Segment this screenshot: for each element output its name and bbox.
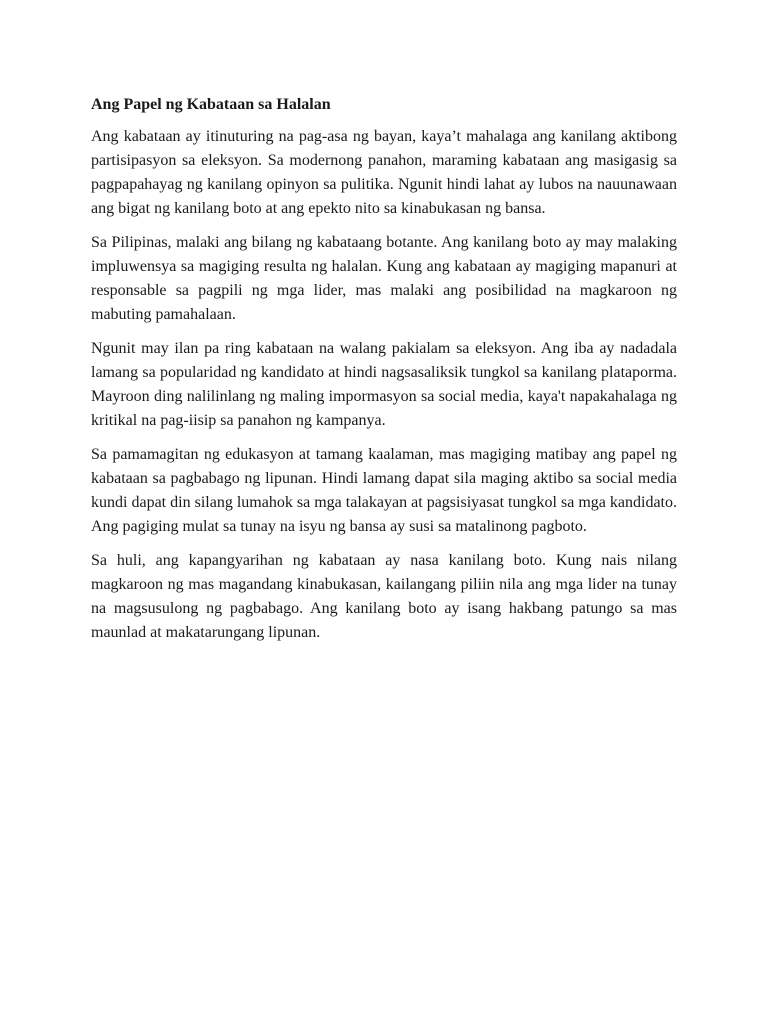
paragraph: Ngunit may ilan pa ring kabataan na walang pakialam sa eleksyon. Ang iba ay nadadala lamang sa popularidad ng kandidato at hindi nagsasaliksik tungkol sa kanilang plataporma. Mayroon ding nalilinlang ng maling impormasyon sa social media, kaya't napakahalaga ng kritikal na pag-iisip sa panahon ng kampanya. [91, 340, 677, 429]
paragraph: Ang kabataan ay itinuturing na pag-asa ng bayan, kaya’t mahalaga ang kanilang aktibong partisipasyon sa eleksyon. Sa modernong panahon, maraming kabataan ang masigasig sa pagpapahayag ng kanilang opinyon sa pulitika. Ngunit hindi lahat ay lubos na nauunawaan ang bigat ng kanilang boto at ang epekto nito sa kinabukasan ng bansa. [91, 128, 677, 217]
paragraph: Sa Pilipinas, malaki ang bilang ng kabataang botante. Ang kanilang boto ay may malaking impluwensya sa magiging resulta ng halalan. Kung ang kabataan ay magiging mapanuri at responsable sa pagpili ng mga lider, mas malaki ang posibilidad na magkaroon ng mabuting pamahalaan. [91, 234, 677, 323]
paragraph: Sa pamamagitan ng edukasyon at tamang kaalaman, mas magiging matibay ang papel ng kabataan sa pagbabago ng lipunan. Hindi lamang dapat sila maging aktibo sa social media kundi dapat din silang lumahok sa mga talakayan at pagsisiyasat tungkol sa mga kandidato. Ang pagiging mulat sa tunay na isyu ng bansa ay susi sa matalinong pagboto. [91, 446, 677, 535]
document-body [91, 93, 677, 655]
document-title: Ang Papel ng Kabataan sa Halalan [91, 96, 331, 113]
paragraph: Sa huli, ang kapangyarihan ng kabataan ay nasa kanilang boto. Kung nais nilang magkaroon ng mas magandang kinabukasan, kailangang piliin nila ang mga lider na tunay na magsusulong ng pagbabago. Ang kanilang boto ay isang hakbang patungo sa mas maunlad at makatarungang lipunan. [91, 552, 677, 641]
